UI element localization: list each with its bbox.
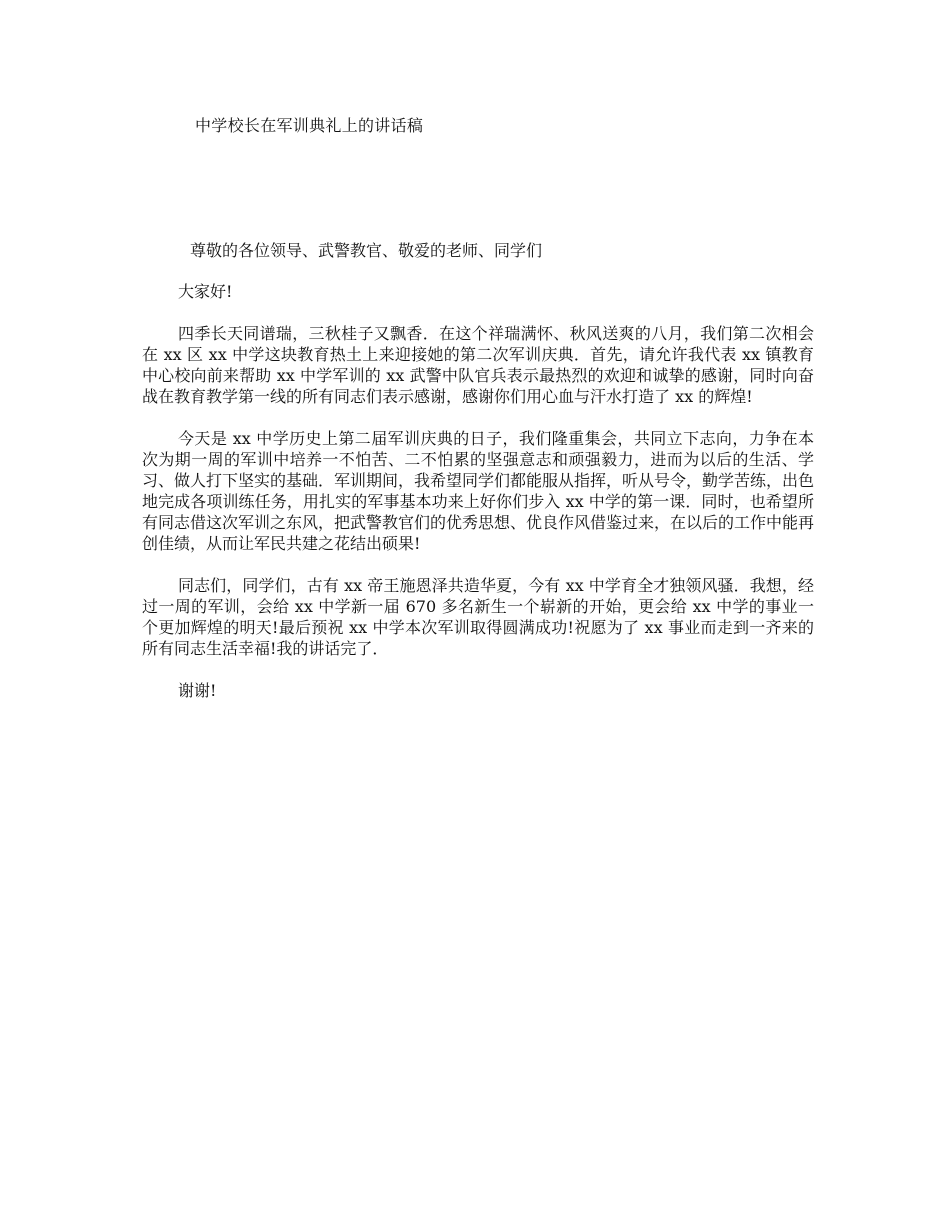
speech-body (142, 240, 814, 722)
closing: 谢谢! (178, 681, 217, 700)
paragraph-expectations: 今天是 xx 中学历史上第二届军训庆典的日子，我们隆重集会，共同立下志向，力争在本次为期一周的军训中培养一不怕苦、二不怕累的坚强意志和顽强毅力，进而为以后的生活、学习、做人打下坚实的基础．军训期间，我希望同学们都能服从指挥，听从号令，勤学苦练，出色地完成各项训练任务，用扎实的军事基本功来上好你们步入 xx 中学的第一课．同时，也希望所有同志借这次军训之东风，把武警教官们的优秀思想、优良作风借鉴过来，在以后的工作中能再创佳绩，从而让军民共建之花结出硕果! (142, 429, 815, 553)
salutation: 尊敬的各位领导、武警教官、敬爱的老师、同学们 (190, 241, 543, 260)
document-title: 中学校长在军训典礼上的讲话稿 (195, 116, 424, 135)
greeting: 大家好! (178, 282, 233, 301)
paragraph-conclusion: 同志们，同学们，古有 xx 帝王施恩泽共造华夏，今有 xx 中学育全才独领风骚．我想，经过一周的军训，会给 xx 中学新一届 670 多名新生一个崭新的开始，更会给 xx 中学的事业一个更加辉煌的明天!最后预祝 xx 中学本次军训取得圆满成功!祝愿为了 xx 事业而走到一齐来的所有同志生活幸福!我的讲话完了． (142, 576, 814, 658)
paragraph-opening: 四季长天同谱瑞，三秋桂子又飘香．在这个祥瑞满怀、秋风送爽的八月，我们第二次相会在 xx 区 xx 中学这块教育热土上来迎接她的第二次军训庆典．首先，请允许我代表 xx 镇教育中心校向前来帮助 xx 中学军训的 xx 武警中队官兵表示最热烈的欢迎和诚挚的感谢，同时向奋战在教育教学第一线的所有同志们表示感谢，感谢你们用心血与汗水打造了 xx 的辉煌! (142, 324, 814, 406)
